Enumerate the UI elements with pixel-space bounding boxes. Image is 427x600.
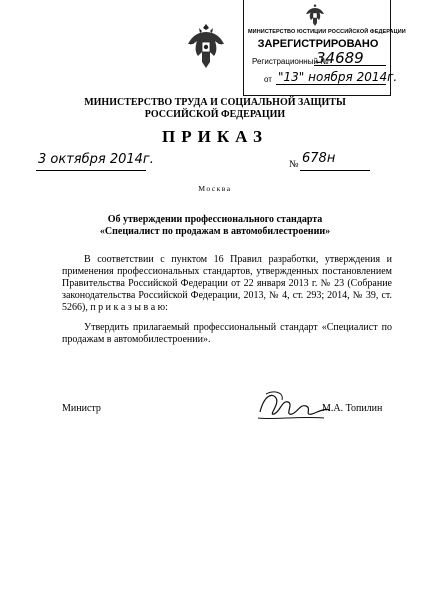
body-paragraph-2: Утвердить прилагаемый профессиональный стандарт «Специалист по продажам в автомобилестроении». <box>62 322 392 345</box>
body-paragraph-1: В соответствии с пунктом 16 Правил разработки, утверждения и применения профессиональных стандартов, утвержденных постановлением Правительства Российской Федерации от 22 января 2013 г. № 23 (Собрание законодательства Российской Федерации, 2013, № 4, ст. 293; 2014, № 39, ст. 5266), п р и к а з ы в а ю: <box>62 254 392 313</box>
coat-of-arms-icon <box>186 22 226 70</box>
registration-stamp <box>243 0 406 96</box>
stamp-reg-label: Регистрационный № <box>252 57 329 66</box>
order-number-underline <box>300 170 370 171</box>
document-type: ПРИКАЗ <box>162 127 268 146</box>
stamp-ministry-name: МИНИСТЕРСТВО ЮСТИЦИИ РОССИЙСКОЙ ФЕДЕРАЦИИ <box>248 29 406 35</box>
city: Москва <box>198 184 232 193</box>
stamp-coat-of-arms-icon <box>304 3 326 27</box>
signer-name: М.А. Топилин <box>322 403 383 414</box>
order-date-underline <box>36 170 146 171</box>
stamp-status: ЗАРЕГИСТРИРОВАНО <box>257 38 379 50</box>
order-number: 678н <box>302 151 336 166</box>
stamp-date: "13" ноября 2014г. <box>278 70 398 84</box>
stamp-date-prefix: от <box>264 75 272 84</box>
order-date: 3 октября 2014г. <box>38 152 154 167</box>
title-line-2: «Специалист по продажам в автомобилестроении» <box>99 226 331 237</box>
order-number-label: № <box>289 159 299 170</box>
ministry-line-2: РОССИЙСКОЙ ФЕДЕРАЦИИ <box>144 109 286 120</box>
document-title <box>50 214 380 238</box>
ministry-line-1: МИНИСТЕРСТВО ТРУДА И СОЦИАЛЬНОЙ ЗАЩИТЫ <box>84 97 346 108</box>
stamp-reg-underline <box>314 65 386 66</box>
stamp-reg-number: 34689 <box>316 49 364 67</box>
title-line-1: Об утверждении профессионального стандарта <box>107 214 323 225</box>
signer-title: Министр <box>62 403 101 414</box>
ministry-header <box>60 97 370 121</box>
stamp-date-underline <box>276 84 386 85</box>
